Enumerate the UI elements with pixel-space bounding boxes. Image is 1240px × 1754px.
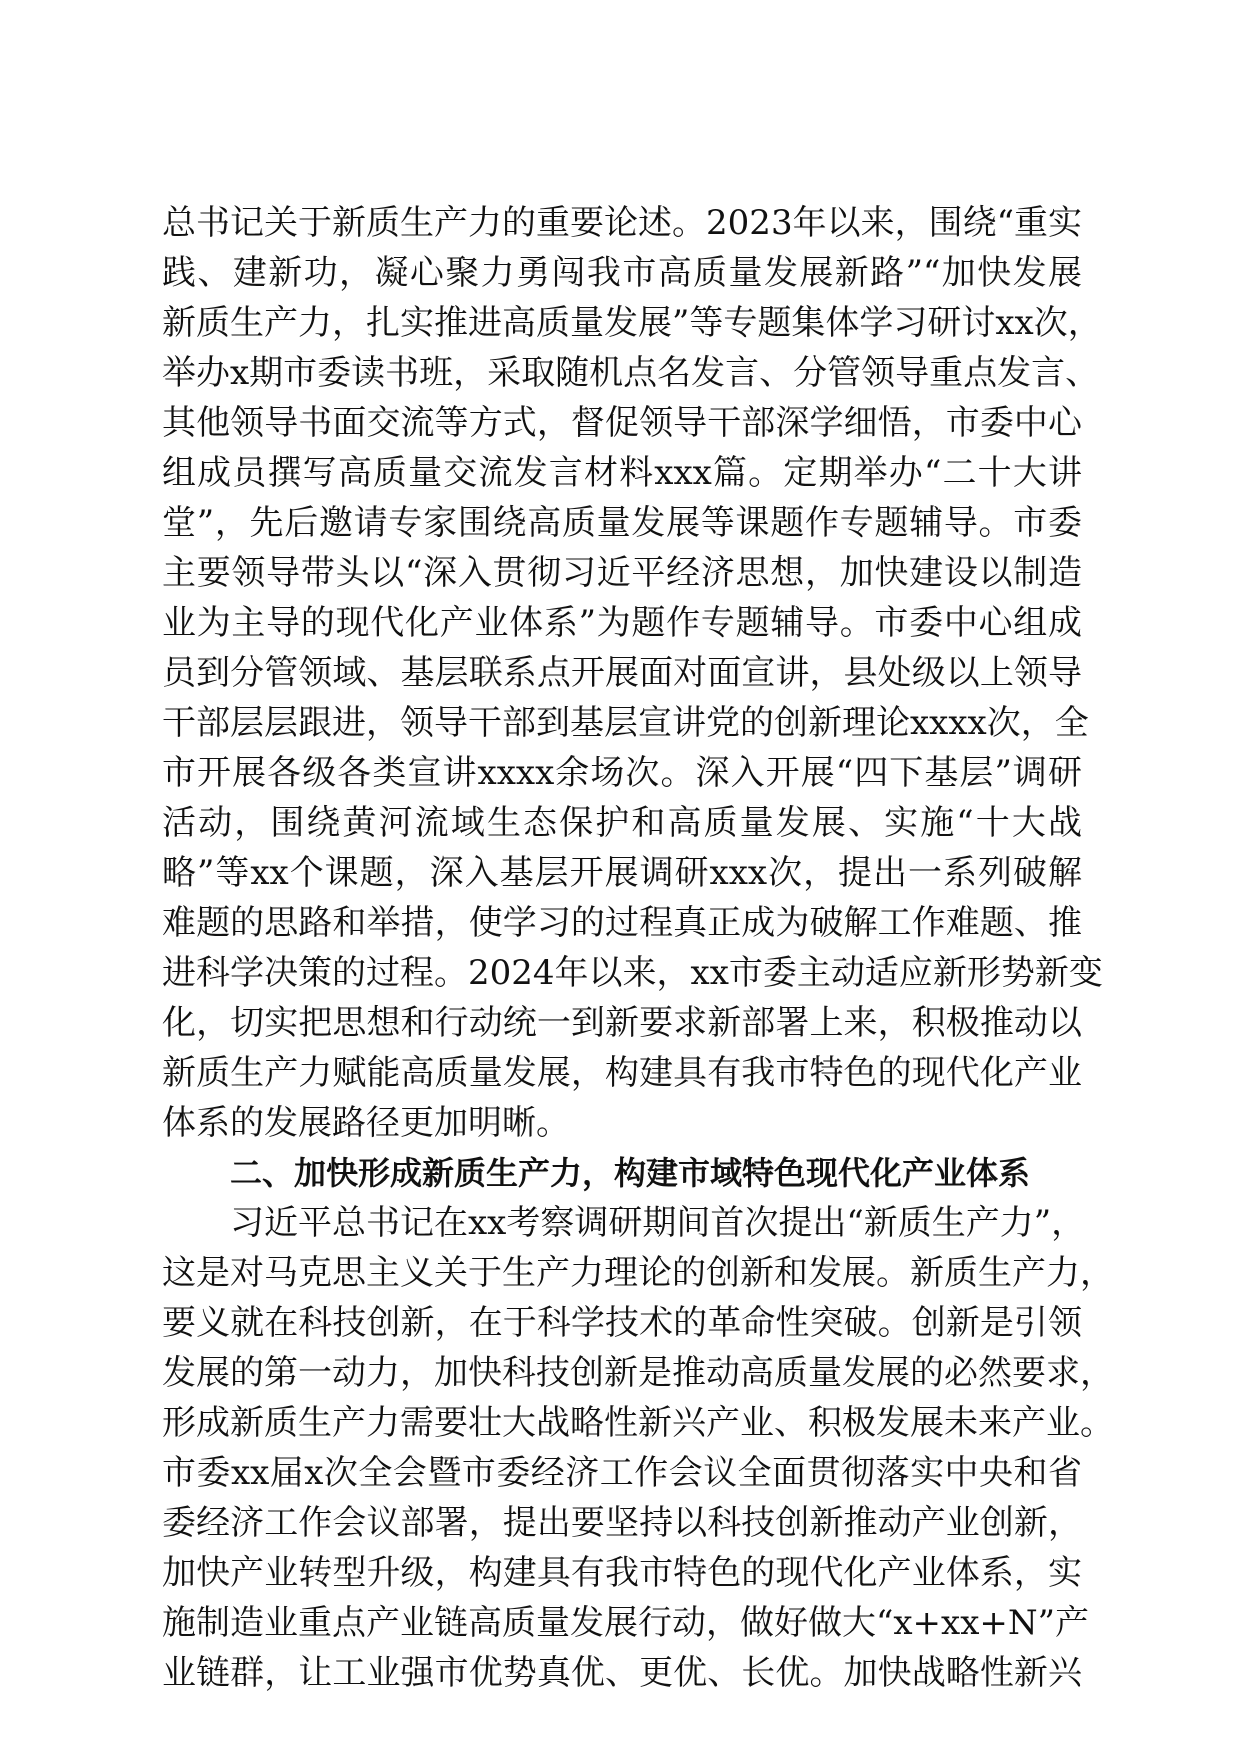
- text-line: 进科学决策的过程。2024年以来，xx市委主动适应新形势新变: [162, 953, 1103, 993]
- text-line: 发展的第一动力，加快科技创新是推动高质量发展的必然要求，: [162, 1353, 1114, 1393]
- text-line: 业为主导的现代化产业体系”为题作专题辅导。市委中心组成: [162, 603, 1082, 643]
- text-line: 活动，围绕黄河流域生态保护和高质量发展、实施“十大战: [162, 803, 1082, 843]
- text-line: 略”等xx个课题，深入基层开展调研xxx次，提出一系列破解: [162, 853, 1082, 893]
- text-line: 其他领导书面交流等方式，督促领导干部深学细悟，市委中心: [162, 403, 1082, 443]
- text-line: 总书记关于新质生产力的重要论述。2023年以来，围绕“重实: [162, 203, 1082, 243]
- text-line: 委经济工作会议部署，提出要坚持以科技创新推动产业创新，: [162, 1503, 1082, 1543]
- text-line: 组成员撰写高质量交流发言材料xxx篇。定期举办“二十大讲: [162, 453, 1082, 493]
- text-line: 员到分管领域、基层联系点开展面对面宣讲，县处级以上领导: [162, 653, 1082, 693]
- text-line: 业链群，让工业强市优势真优、更优、长优。加快战略性新兴: [162, 1653, 1082, 1693]
- paragraph-section-two: [162, 1198, 1114, 1698]
- text-line: 市委xx届x次全会暨市委经济工作会议全面贯彻落实中央和省: [162, 1453, 1082, 1493]
- text-line: 化，切实把思想和行动统一到新要求新部署上来，积极推动以: [162, 1003, 1082, 1043]
- text-line: 市开展各级各类宣讲xxxx余场次。深入开展“四下基层”调研: [162, 753, 1082, 793]
- text-line: 要义就在科技创新，在于科学技术的革命性突破。创新是引领: [162, 1303, 1082, 1343]
- document-body: [162, 198, 1114, 1698]
- text-line: 新质生产力赋能高质量发展，构建具有我市特色的现代化产业: [162, 1053, 1082, 1093]
- text-line: 这是对马克思主义关于生产力理论的创新和发展。新质生产力，: [162, 1253, 1114, 1293]
- text-line: 主要领导带头以“深入贯彻习近平经济思想，加快建设以制造: [162, 553, 1082, 593]
- text-line: 施制造业重点产业链高质量发展行动，做好做大“x+xx+N”产: [162, 1603, 1090, 1643]
- text-line: 形成新质生产力需要壮大战略性新兴产业、积极发展未来产业。: [162, 1403, 1114, 1443]
- text-line: 践、建新功，凝心聚力勇闯我市高质量发展新路”“加快发展: [162, 253, 1082, 293]
- text-line: 堂”，先后邀请专家围绕高质量发展等课题作专题辅导。市委: [162, 503, 1082, 543]
- paragraph-continued: [162, 198, 1103, 1148]
- text-line: 加快产业转型升级，构建具有我市特色的现代化产业体系，实: [162, 1553, 1082, 1593]
- text-line: 新质生产力，扎实推进高质量发展”等专题集体学习研讨xx次，: [162, 303, 1102, 343]
- text-line: 难题的思路和举措，使学习的过程真正成为破解工作难题、推: [162, 903, 1082, 943]
- text-line: 干部层层跟进，领导干部到基层宣讲党的创新理论xxxx次，全: [162, 703, 1089, 743]
- text-line: 体系的发展路径更加明晰。: [162, 1103, 570, 1143]
- section-heading: 二、加快形成新质生产力，构建市域特色现代化产业体系: [230, 1154, 1031, 1192]
- text-line: 举办x期市委读书班，采取随机点名发言、分管领导重点发言、: [162, 353, 1100, 393]
- text-line: 习近平总书记在xx考察调研期间首次提出“新质生产力”，: [230, 1203, 1086, 1243]
